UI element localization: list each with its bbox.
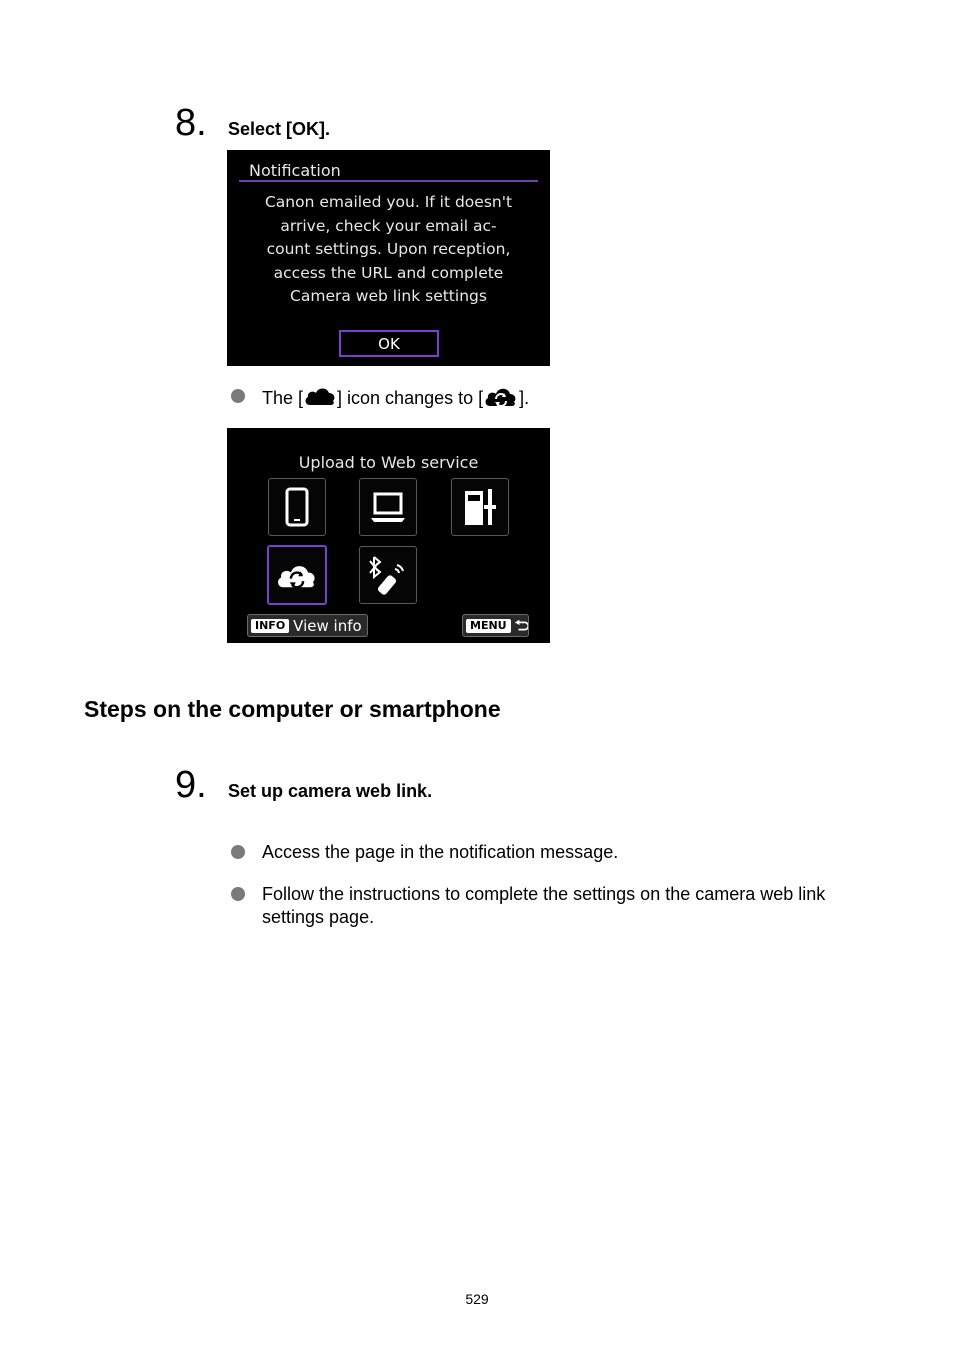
step-9-bullet-1: Access the page in the notification message. <box>262 842 619 862</box>
view-info-label: View info <box>293 616 362 635</box>
computer-tile[interactable] <box>359 478 417 536</box>
upload-screen-title: Upload to Web service <box>298 453 479 472</box>
notification-line: count settings. Upon reception, <box>266 240 511 258</box>
printer-icon <box>463 487 497 527</box>
bluetooth-remote-icon <box>368 553 408 597</box>
bullet-dot <box>231 389 245 403</box>
notification-title: Notification <box>249 161 341 180</box>
notification-line: arrive, check your email ac- <box>280 216 497 235</box>
printer-tile[interactable] <box>451 478 509 536</box>
cloud-icon <box>303 384 337 414</box>
info-key: INFO <box>251 619 289 633</box>
notification-line: Camera web link settings <box>290 287 487 305</box>
return-arrow-icon <box>514 619 528 633</box>
bullet-dot <box>231 845 245 859</box>
bullet-dot <box>231 887 245 901</box>
icon-change-middle: ] icon changes to [ <box>337 387 484 408</box>
smartphone-tile[interactable] <box>268 478 326 536</box>
web-service-tile[interactable] <box>267 545 327 605</box>
page-number: 529 <box>465 1291 489 1307</box>
laptop-icon <box>369 491 407 523</box>
ok-button-label: OK <box>378 334 400 353</box>
notification-line: access the URL and complete <box>273 263 504 282</box>
smartphone-icon <box>284 487 310 527</box>
section-heading: Steps on the computer or smartphone <box>84 696 501 722</box>
icon-change-after: ]. <box>519 387 530 408</box>
step-8-title: Select [OK]. <box>228 119 331 139</box>
step-8-number: 8. <box>175 102 207 144</box>
notification-message <box>237 191 540 309</box>
notification-line: Canon emailed you. If it doesn't <box>264 193 513 211</box>
icon-change-before: The [ <box>262 387 304 408</box>
notification-screen <box>227 150 550 366</box>
bluetooth-remote-tile[interactable] <box>359 546 417 604</box>
menu-key: MENU <box>466 619 511 633</box>
cloud-sync-icon <box>483 384 519 414</box>
ok-button[interactable] <box>339 330 439 357</box>
step-9-bullet-2: Follow the instructions to complete the settings on the camera web link settings page. <box>262 884 826 927</box>
step-9-title: Set up camera web link. <box>228 781 433 801</box>
upload-screen <box>227 428 550 643</box>
menu-back-button[interactable] <box>462 614 529 637</box>
cloud-sync-icon <box>275 560 319 590</box>
icon-change-text <box>262 384 529 414</box>
view-info-button[interactable] <box>247 614 368 637</box>
step-9-number: 9. <box>175 764 207 806</box>
notification-divider <box>239 180 538 182</box>
